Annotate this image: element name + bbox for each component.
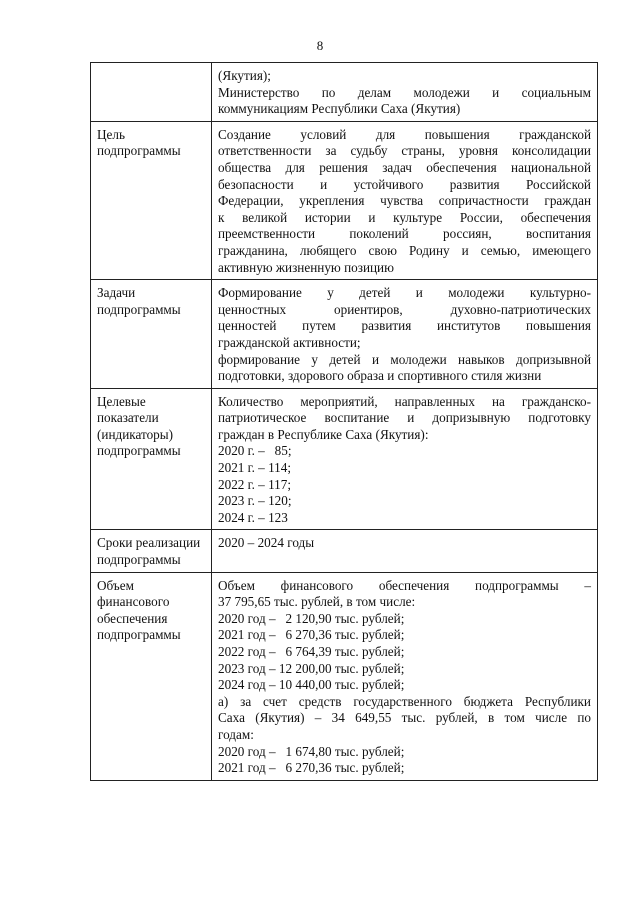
row-content xyxy=(212,63,598,122)
row-content xyxy=(212,388,598,530)
row-label: Объем финансового обеспечения подпрограммы xyxy=(91,572,212,780)
content-line: формирование у детей и молодежи навыков допризывной xyxy=(218,351,591,367)
content-line: подготовки, здорового образа и спортивного стиля жизни xyxy=(218,368,542,384)
row-label: Сроки реализации подпрограммы xyxy=(91,530,212,572)
row-content xyxy=(212,280,598,389)
row-label: Задачи подпрограммы xyxy=(91,280,212,389)
table-row xyxy=(91,530,598,572)
row-label: Целевые показатели (индикаторы) подпрограммы xyxy=(91,388,212,530)
content-line: 2020 год – 1 674,80 тыс. рублей; xyxy=(218,743,405,759)
passport-table xyxy=(90,62,598,781)
content-line: 2023 г. – 120; xyxy=(218,493,292,509)
content-line: ответственности за судьбу страны, уровня консолидации xyxy=(218,143,591,159)
table-row xyxy=(91,280,598,389)
content-line: 2020 год – 2 120,90 тыс. рублей; xyxy=(218,610,405,626)
content-line: Министерство по делам молодежи и социальным xyxy=(218,84,591,100)
content-line: активную жизненную позицию xyxy=(218,259,394,275)
content-line: ценностных ориентиров, духовно-патриотических xyxy=(218,301,591,317)
table-row xyxy=(91,388,598,530)
content-line: 37 795,65 тыс. рублей, в том числе: xyxy=(218,594,416,610)
content-line: граждан в Республике Саха (Якутия): xyxy=(218,426,429,442)
content-line: 2022 год – 6 764,39 тыс. рублей; xyxy=(218,644,405,659)
content-line: общества для решения задач обеспечения национальной xyxy=(218,159,591,175)
content-line: Саха (Якутия) – 34 649,55 тыс. рублей, в том числе по xyxy=(218,710,591,726)
content-line: гражданина, любящего свою Родину и семью, имеющего xyxy=(218,242,591,258)
content-line: Объем финансового обеспечения подпрограммы – xyxy=(218,577,591,593)
content-line: гражданской активности; xyxy=(218,334,361,350)
content-line: 2020 – 2024 годы xyxy=(218,535,315,551)
content-line: коммуникациям Республики Саха (Якутия) xyxy=(218,101,461,117)
content-line: 2020 г. – 85; xyxy=(218,443,292,459)
content-line: 2024 год – 10 440,00 тыс. рублей; xyxy=(218,677,405,693)
content-line: (Якутия); xyxy=(218,68,271,83)
content-line: Создание условий для повышения гражданской xyxy=(218,126,591,142)
table-row xyxy=(91,63,598,122)
passport-table-body xyxy=(91,63,598,781)
row-content xyxy=(212,121,598,279)
content-line: Количество мероприятий, направленных на гражданско- xyxy=(218,393,591,409)
content-line: 2021 год – 6 270,36 тыс. рублей; xyxy=(218,760,405,776)
content-line: патриотическое воспитание и допризывную подготовку xyxy=(218,410,591,426)
content-line: ценностей путем развития институтов повышения xyxy=(218,318,591,334)
content-line: 2024 г. – 123 xyxy=(218,509,288,525)
row-content xyxy=(212,530,598,572)
content-line: 2021 г. – 114; xyxy=(218,460,292,476)
row-label xyxy=(91,63,212,122)
content-line: Формирование у детей и молодежи культурно- xyxy=(218,285,591,301)
content-line: 2023 год – 12 200,00 тыс. рублей; xyxy=(218,660,405,676)
row-label: Цель подпрограммы xyxy=(91,121,212,279)
content-line: годам: xyxy=(218,726,254,742)
content-line: 2021 год – 6 270,36 тыс. рублей; xyxy=(218,627,405,643)
page-number: 8 xyxy=(316,38,324,53)
table-row xyxy=(91,121,598,279)
row-content xyxy=(212,572,598,780)
content-line: к великой истории и культуре России, обеспечения xyxy=(218,209,591,225)
content-line: Федерации, укрепления чувства сопричастности граждан xyxy=(218,193,591,209)
content-line: безопасности и устойчивого развития Российской xyxy=(218,176,591,192)
table-row xyxy=(91,572,598,780)
content-line: а) за счет средств государственного бюджета Республики xyxy=(218,693,591,709)
content-line: преемственности поколений россиян, воспитания xyxy=(218,226,591,242)
content-line: 2022 г. – 117; xyxy=(218,476,292,492)
